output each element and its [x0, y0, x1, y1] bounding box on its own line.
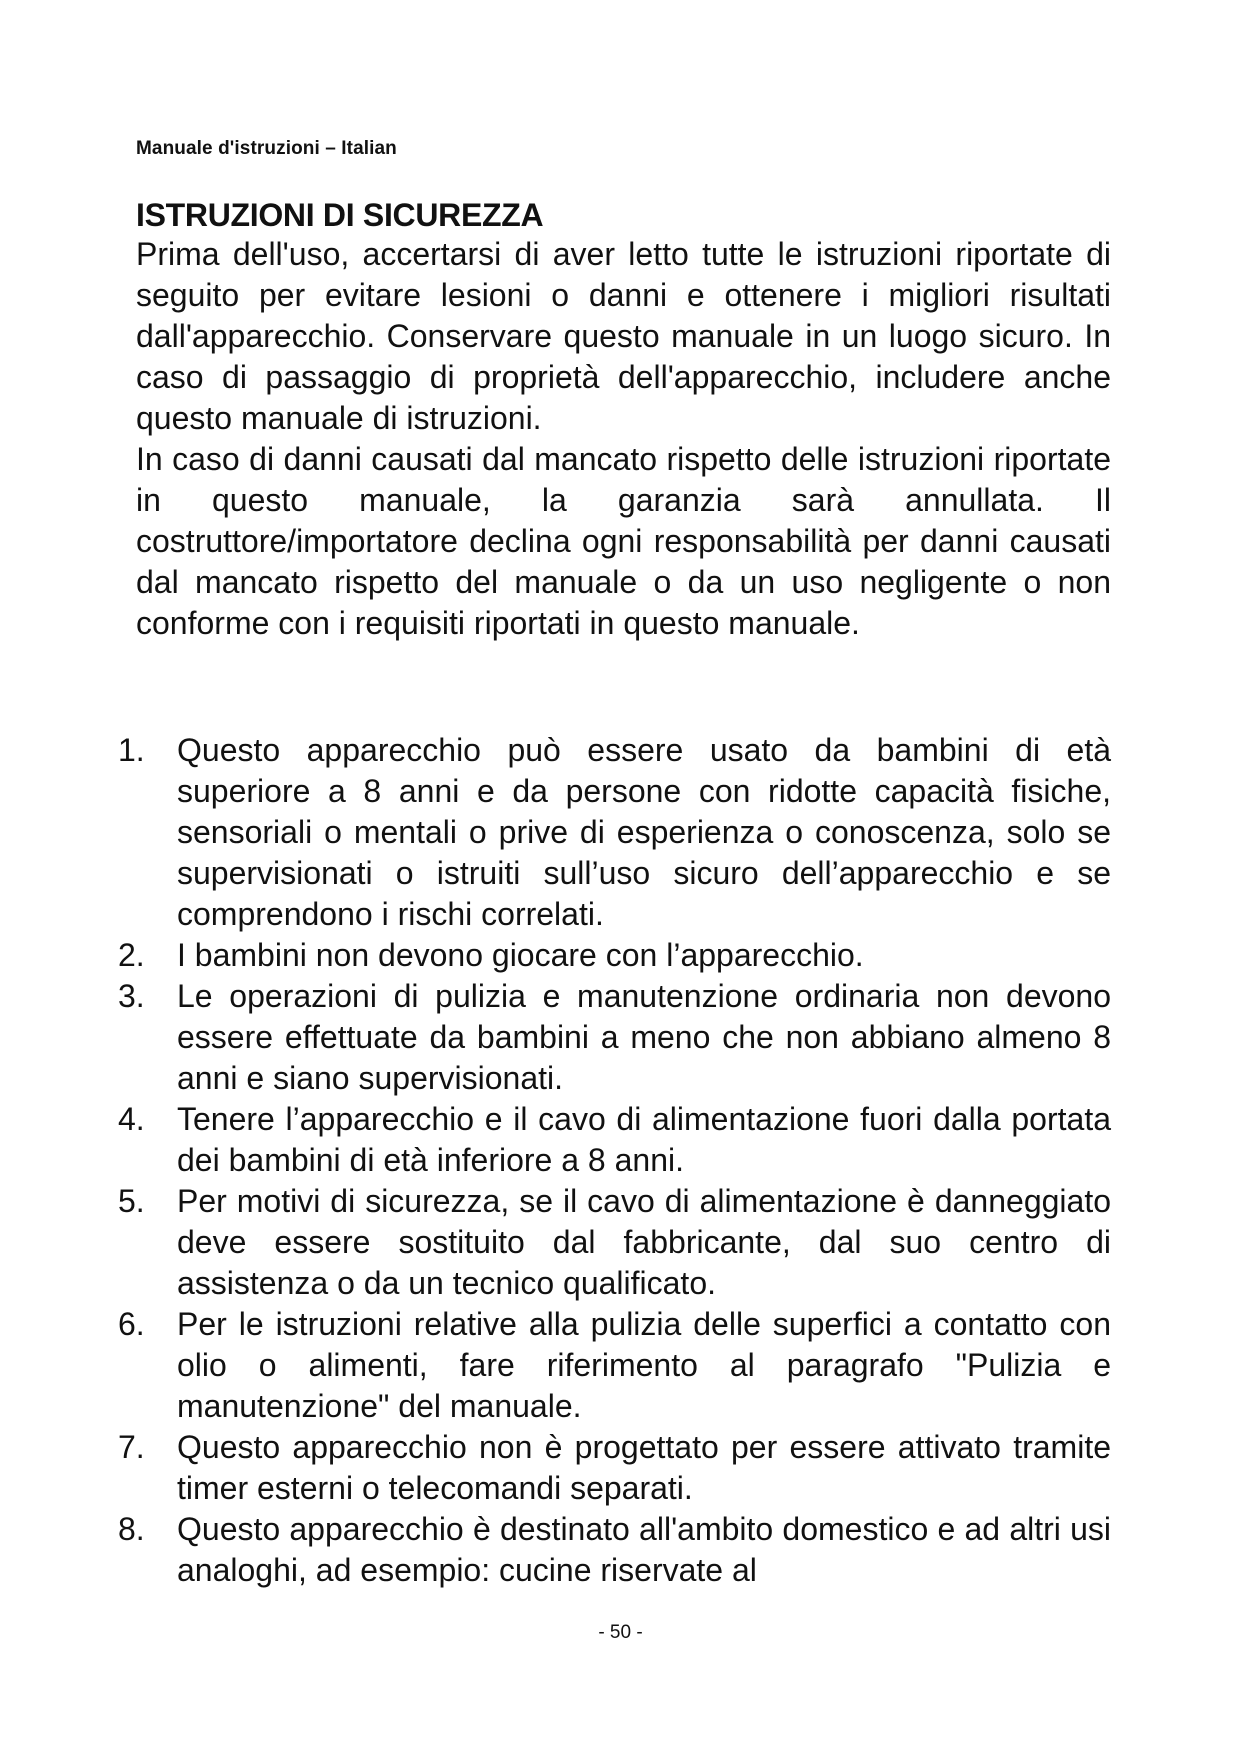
list-item	[118, 1181, 1111, 1304]
list-item	[118, 976, 1111, 1099]
list-item-text: Le operazioni di pulizia e manutenzione ordinaria non devono essere effettuate da bambini a meno che non abbiano almeno 8 anni e siano supervisionati.	[177, 978, 1111, 1096]
list-item-text: Questo apparecchio è destinato all'ambito domestico e ad altri usi analoghi, ad esempio: cucine riservate al	[177, 1511, 1111, 1588]
list-item-number: 8.	[118, 1511, 145, 1547]
safety-instructions-list	[118, 730, 1111, 1591]
list-item-text: I bambini non devono giocare con l’apparecchio.	[177, 937, 864, 973]
section-title: ISTRUZIONI DI SICUREZZA	[136, 197, 544, 233]
list-item-text: Per le istruzioni relative alla pulizia delle superfici a contatto con olio o alimenti, fare riferimento al paragrafo "Pulizia e manutenzione" del manuale.	[177, 1306, 1111, 1424]
list-item-number: 6.	[118, 1306, 145, 1342]
list-item-number: 3.	[118, 978, 145, 1014]
page-number: - 50 -	[598, 1622, 643, 1643]
list-item-text: Questo apparecchio non è progettato per essere attivato tramite timer esterni o telecomandi separati.	[177, 1429, 1111, 1506]
running-header: Manuale d'istruzioni – Italian	[136, 138, 397, 159]
list-item-text: Questo apparecchio può essere usato da bambini di età superiore a 8 anni e da persone con ridotte capacità fisiche, sensoriali o mentali o prive di esperienza o conoscenza, solo se supervisionati o istruiti sull’uso sicuro dell’apparecchio e se comprendono i rischi correlati.	[177, 732, 1111, 932]
list-item	[118, 1427, 1111, 1509]
list-item	[118, 730, 1111, 935]
list-item	[118, 1304, 1111, 1427]
list-item-number: 5.	[118, 1183, 145, 1219]
warranty-paragraph: In caso di danni causati dal mancato rispetto delle istruzioni riportate in questo manuale, la garanzia sarà annullata. Il costruttore/importatore declina ogni responsabilità per danni causati dal mancato rispetto del manuale o da un uso negligente o non conforme con i requisiti riportati in questo manuale.	[136, 441, 1111, 641]
safety-section	[136, 196, 1111, 644]
list-item	[118, 1509, 1111, 1591]
list-item-number: 7.	[118, 1429, 145, 1465]
intro-paragraph: Prima dell'uso, accertarsi di aver letto tutte le istruzioni riportate di seguito per evitare lesioni o danni e ottenere i migliori risultati dall'apparecchio. Conservare questo manuale in un luogo sicuro. In caso di passaggio di proprietà dell'apparecchio, includere anche questo manuale di istruzioni.	[136, 236, 1111, 436]
list-item-number: 1.	[118, 732, 145, 768]
list-item-text: Tenere l’apparecchio e il cavo di alimentazione fuori dalla portata dei bambini di età inferiore a 8 anni.	[177, 1101, 1111, 1178]
list-item	[118, 935, 1111, 976]
list-item-number: 2.	[118, 937, 145, 973]
list-item-text: Per motivi di sicurezza, se il cavo di alimentazione è danneggiato deve essere sostituito dal fabbricante, dal suo centro di assistenza o da un tecnico qualificato.	[177, 1183, 1111, 1301]
list-item-number: 4.	[118, 1101, 145, 1137]
list-item	[118, 1099, 1111, 1181]
